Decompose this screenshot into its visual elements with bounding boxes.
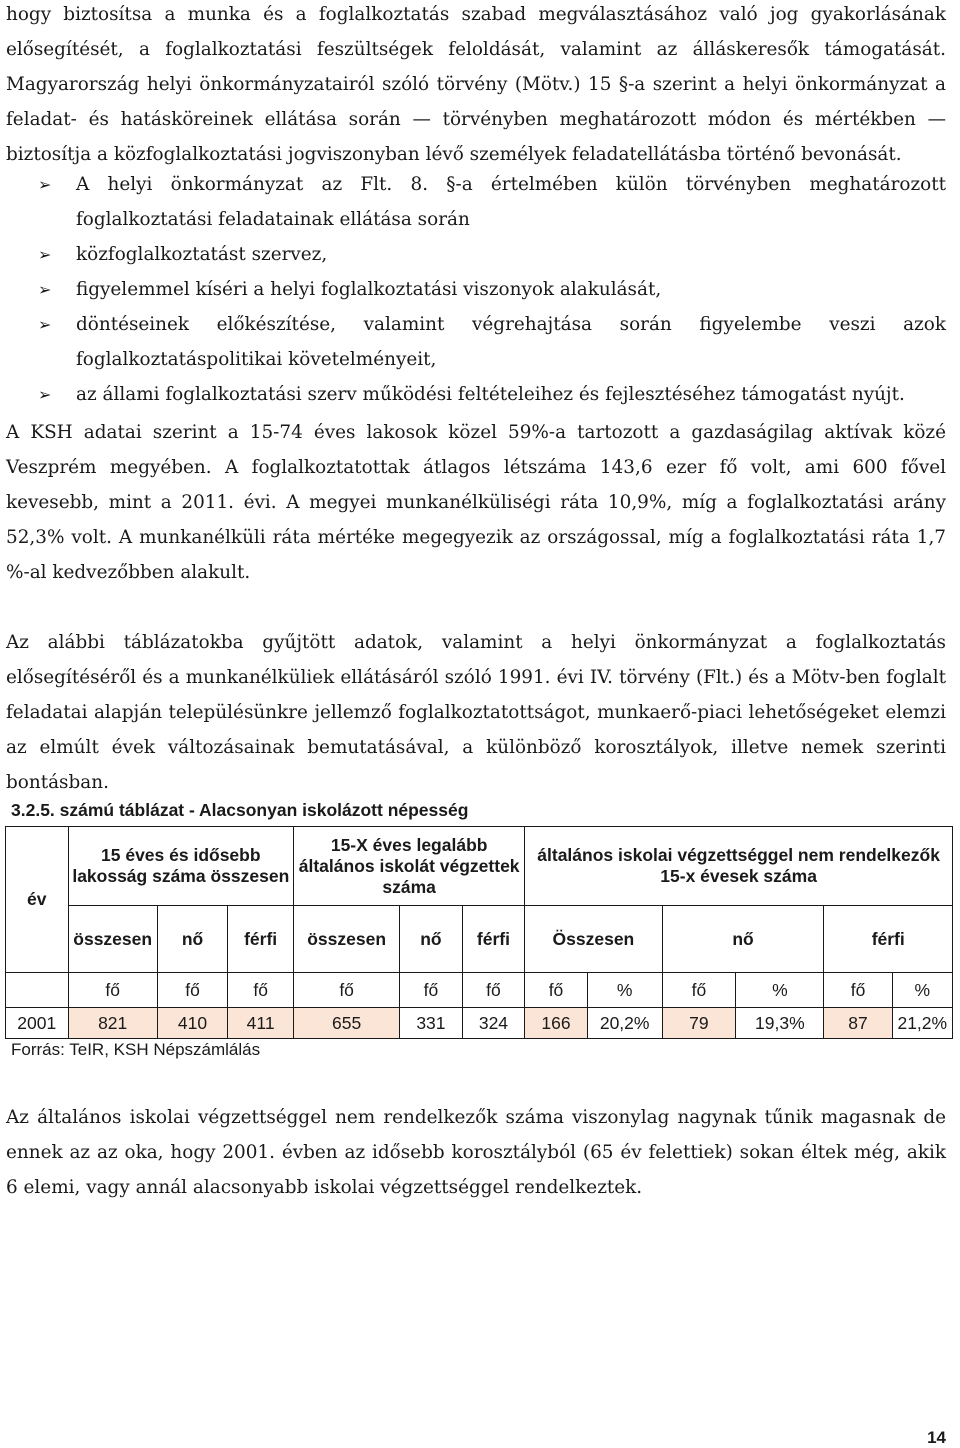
page-number: 14 — [927, 1428, 946, 1447]
intro-paragraph: hogy biztosítsa a munka és a foglalkoztatás szabad megválasztásához való jog gyakorlásának elősegítését, a foglalkoztatási feszültségek feloldását, valamint az álláskeresők támogatását. Magyarország helyi önkormányzatairól szóló törvény (Mötv.) 15 §-a szerint a helyi önkormányzat a feladat- és hatásköreinek ellátása során — törvényben meghatározott módon és mértékben — biztosítja a közfoglalkoztatási jogviszonyban lévő személyek feladatellátásba történő bevonását. — [6, 4, 946, 165]
unit-cell: fő — [462, 973, 525, 1008]
unit-cell: % — [587, 973, 662, 1008]
unit-cell: fő — [662, 973, 736, 1008]
list-item: ➢ az állami foglalkoztatási szerv működési feltételeihez és fejlesztéséhez támogatást nyújt. — [6, 377, 946, 412]
unit-cell: fő — [824, 973, 892, 1008]
value-cell: 20,2% — [587, 1008, 662, 1039]
unit-cell — [6, 973, 69, 1008]
year-header: év — [6, 827, 69, 973]
list-item: ➢ figyelemmel kíséri a helyi foglalkoztatási viszonyok alakulását, — [6, 272, 946, 307]
group-header-total: 15 éves és idősebb lakosság száma összesen — [68, 827, 294, 906]
subheader-cell: férfi — [824, 906, 953, 973]
unit-cell: fő — [157, 973, 227, 1008]
unit-cell: fő — [228, 973, 294, 1008]
value-cell: 19,3% — [736, 1008, 824, 1039]
unit-cell: fő — [68, 973, 157, 1008]
list-item: ➢ közfoglalkoztatást szervez, — [6, 237, 946, 272]
unit-cell: fő — [400, 973, 463, 1008]
subheader-cell: Összesen — [525, 906, 662, 973]
arrowhead-bullet-icon: ➢ — [38, 315, 52, 334]
value-cell: 331 — [400, 1008, 463, 1039]
value-cell: 655 — [294, 1008, 400, 1039]
list-item: ➢ A helyi önkormányzat az Flt. 8. §-a értelmében külön törvényben meghatározott foglalkoztatási feladatainak ellátása során — [6, 167, 946, 237]
arrowhead-bullet-icon: ➢ — [38, 245, 52, 264]
conclusion-paragraph: Az általános iskolai végzettséggel nem rendelkezők száma viszonylag nagynak tűnik magasnak de ennek az az oka, hogy 2001. évben az idősebb korosztályból (65 év felettiek) sokan éltek még, akik 6 elemi, vagy annál alacsonyabb iskolai végzettséggel rendelkeztek. — [6, 1107, 946, 1198]
group-header-educated: 15-X éves legalább általános iskolát végzettek száma — [294, 827, 525, 906]
unit-cell: fő — [525, 973, 588, 1008]
table-header-row — [6, 827, 953, 906]
tables-intro-paragraph: Az alábbi táblázatokba gyűjtött adatok, valamint a helyi önkormányzat a foglalkoztatás elősegítéséről és a munkanélküliek ellátásáról szóló 1991. évi IV. törvény (Flt.) és a Mötv-ben foglalt feladatai alapján településünkre jellemző foglalkoztatottságot, munkaerő-piaci lehetőségeket elemzi az elmúlt évek változásainak bemutatásával, a különböző korosztályok, illetve nemek szerinti bontásban. — [6, 632, 946, 793]
ksh-paragraph: A KSH adatai szerint a 15-74 éves lakosok közel 59%-a tartozott a gazdaságilag aktívak közé Veszprém megyében. A foglalkoztatottak átlagos létszáma 143,6 ezer fő volt, ami 600 fővel kevesebb, mint a 2011. évi. A megyei munkanélküliségi ráta 10,9%, míg a foglalkoztatási arány 52,3% volt. A munkanélküli ráta mértéke megegyezik az országossal, míg a foglalkoztatási ráta 1,7 %-al kedvezőbben alakult. — [6, 422, 946, 583]
unit-cell: % — [892, 973, 952, 1008]
subheader-cell: összesen — [68, 906, 157, 973]
arrowhead-bullet-icon: ➢ — [38, 385, 52, 404]
list-item: ➢ döntéseinek előkészítése, valamint végrehajtása során figyelembe veszi azok foglalkoztatáspolitikai követelményeit, — [6, 307, 946, 377]
subheader-cell: férfi — [228, 906, 294, 973]
year-cell: 2001 — [6, 1008, 69, 1039]
subheader-cell: összesen — [294, 906, 400, 973]
subheader-cell: nő — [157, 906, 227, 973]
arrowhead-bullet-icon: ➢ — [38, 175, 52, 194]
group-header-uneducated: általános iskolai végzettséggel nem rendelkezők 15-x évesek száma — [525, 827, 953, 906]
subheader-cell: nő — [400, 906, 463, 973]
unit-cell: fő — [294, 973, 400, 1008]
education-table — [5, 826, 953, 1039]
task-list — [6, 167, 946, 412]
value-cell: 166 — [525, 1008, 588, 1039]
value-cell: 324 — [462, 1008, 525, 1039]
subheader-cell: férfi — [462, 906, 525, 973]
value-cell: 411 — [228, 1008, 294, 1039]
table-caption: 3.2.5. számú táblázat - Alacsonyan iskolázott népesség — [11, 800, 469, 820]
unit-cell: % — [736, 973, 824, 1008]
value-cell: 21,2% — [892, 1008, 952, 1039]
value-cell: 410 — [157, 1008, 227, 1039]
table-units-row — [6, 973, 953, 1008]
subheader-cell: nő — [662, 906, 824, 973]
arrowhead-bullet-icon: ➢ — [38, 280, 52, 299]
table-subheader-row — [6, 906, 953, 973]
table-row — [6, 1008, 953, 1039]
value-cell: 79 — [662, 1008, 736, 1039]
value-cell: 821 — [68, 1008, 157, 1039]
table-source: Forrás: TeIR, KSH Népszámlálás — [11, 1040, 261, 1059]
value-cell: 87 — [824, 1008, 892, 1039]
